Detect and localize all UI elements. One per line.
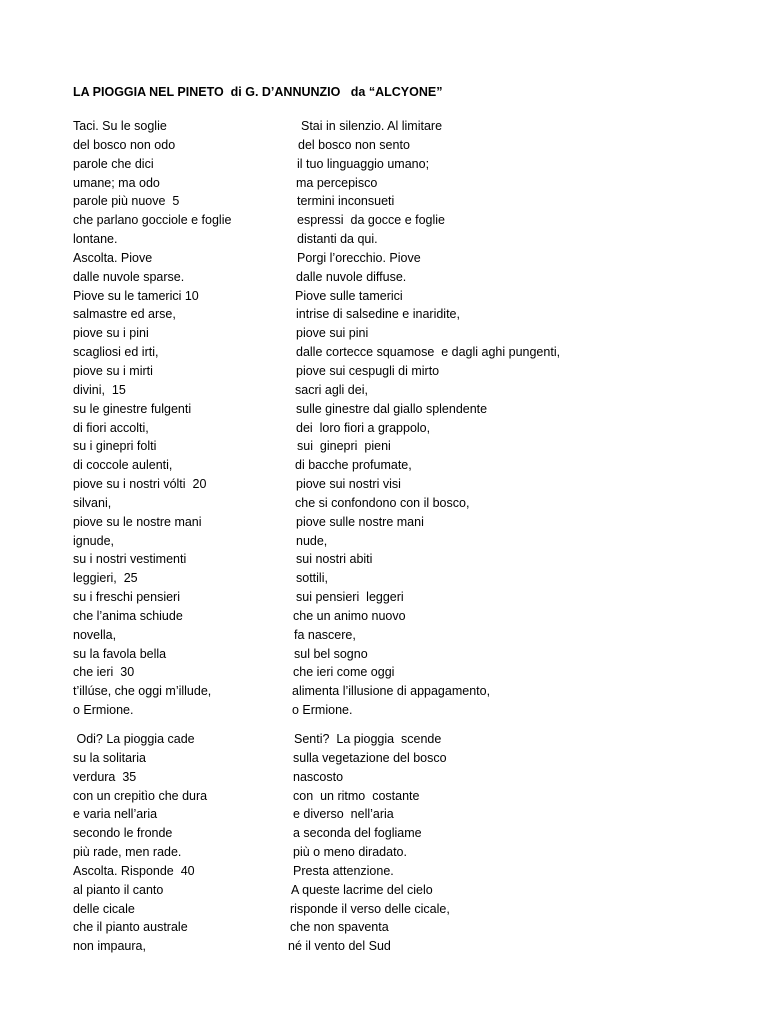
paraphrase-verse: intrise di salsedine e inaridite,	[296, 307, 460, 322]
paraphrase-verse: sui pensieri leggeri	[296, 590, 404, 605]
paraphrase-verse: e diverso nell’aria	[293, 807, 394, 822]
verse-row	[0, 607, 768, 626]
paraphrase-verse: sacri agli dei,	[295, 382, 368, 397]
original-verse: piove su le nostre mani	[73, 514, 202, 529]
paraphrase-verse: dalle cortecce squamose e dagli aghi pungenti,	[296, 345, 561, 360]
original-verse: del bosco non odo	[73, 137, 176, 152]
verse-row	[0, 287, 768, 306]
original-verse: umane; ma odo	[73, 175, 160, 190]
verse-row	[0, 324, 768, 343]
original-verse: lontane.	[73, 232, 118, 247]
verse-row	[0, 343, 768, 362]
verse-row	[0, 305, 768, 324]
paraphrase-verse: più o meno diradato.	[293, 845, 407, 860]
original-verse: Ascolta. Piove	[73, 250, 153, 265]
verse-row	[0, 843, 768, 862]
original-verse: su la favola bella	[73, 646, 167, 661]
paraphrase-verse: piove sui pini	[296, 326, 369, 341]
paraphrase-verse: nascosto	[293, 769, 344, 784]
paraphrase-verse: che un animo nuovo	[293, 608, 406, 623]
verse-row	[0, 400, 768, 419]
paraphrase-verse: dalle nuvole diffuse.	[296, 269, 407, 284]
verse-row	[0, 475, 768, 494]
original-verse: salmastre ed arse,	[73, 307, 176, 322]
paraphrase-verse: sottili,	[296, 571, 328, 586]
paraphrase-verse: che ieri come oggi	[293, 665, 395, 680]
verse-row	[0, 937, 768, 956]
original-verse: più rade, men rade.	[73, 845, 182, 860]
original-verse: di coccole aulenti,	[73, 458, 173, 473]
original-verse: divini, 15	[73, 382, 126, 397]
paraphrase-verse: distanti da qui.	[297, 232, 378, 247]
verse-row	[0, 749, 768, 768]
stanza-2	[0, 730, 768, 956]
paraphrase-verse: sui nostri abiti	[296, 552, 373, 567]
original-verse: parole più nuove 5	[73, 194, 180, 209]
paraphrase-verse: sul bel sogno	[294, 646, 368, 661]
paraphrase-verse: con un ritmo costante	[293, 788, 420, 803]
original-verse: parole che dici	[73, 156, 154, 171]
verse-row	[0, 900, 768, 919]
original-verse: secondo le fronde	[73, 826, 173, 841]
original-verse: di fiori accolti,	[73, 420, 149, 435]
paraphrase-verse: piove sulle nostre mani	[296, 514, 424, 529]
original-verse: t’illúse, che oggi m’illude,	[73, 684, 212, 699]
original-verse: su i ginepri folti	[73, 439, 157, 454]
paraphrase-verse: Presta attenzione.	[293, 863, 394, 878]
verse-row	[0, 768, 768, 787]
original-verse: novella,	[73, 627, 117, 642]
paraphrase-verse: risponde il verso delle cicale,	[290, 901, 450, 916]
paraphrase-verse: Senti? La pioggia scende	[294, 732, 442, 746]
paraphrase-verse: Porgi l’orecchio. Piove	[297, 250, 421, 265]
verse-row	[0, 268, 768, 287]
verse-row	[0, 230, 768, 249]
verse-row	[0, 918, 768, 937]
original-verse: che l’anima schiude	[73, 608, 183, 623]
original-verse: scagliosi ed irti,	[73, 345, 159, 360]
paraphrase-verse: Piove sulle tamerici	[295, 288, 403, 303]
verse-row	[0, 862, 768, 881]
verse-row	[0, 362, 768, 381]
verse-row	[0, 211, 768, 230]
paraphrase-verse: né il vento del Sud	[288, 939, 391, 954]
original-verse: piove su i pini	[73, 326, 149, 341]
paraphrase-verse: sui ginepri pieni	[297, 439, 391, 454]
paraphrase-verse: Stai in silenzio. Al limitare	[301, 119, 443, 133]
original-verse: leggieri, 25	[73, 571, 138, 586]
verse-row	[0, 881, 768, 900]
original-verse: su la solitaria	[73, 750, 146, 765]
paraphrase-verse: sulle ginestre dal giallo splendente	[296, 401, 488, 416]
paraphrase-verse: del bosco non sento	[298, 137, 410, 152]
verse-row	[0, 136, 768, 155]
paraphrase-verse: o Ermione.	[292, 703, 353, 718]
original-verse: e varia nell’aria	[73, 807, 158, 822]
verse-row	[0, 192, 768, 211]
stanza-1	[0, 117, 768, 720]
paraphrase-verse: piove sui nostri visi	[296, 477, 401, 492]
paraphrase-verse: a seconda del fogliame	[293, 826, 422, 841]
paraphrase-verse: ma percepisco	[296, 175, 378, 190]
verse-row	[0, 532, 768, 551]
verse-row	[0, 645, 768, 664]
verse-row	[0, 117, 768, 136]
original-verse: piove su i nostri vólti 20	[73, 477, 207, 492]
verse-row	[0, 155, 768, 174]
paraphrase-verse: che si confondono con il bosco,	[295, 495, 470, 510]
original-verse: che parlano gocciole e foglie	[73, 213, 232, 228]
paraphrase-verse: il tuo linguaggio umano;	[297, 156, 430, 171]
verse-row	[0, 701, 768, 720]
original-verse: o Ermione.	[73, 703, 134, 718]
paraphrase-verse: dei loro fiori a grappolo,	[296, 420, 431, 435]
paraphrase-verse: piove sui cespugli di mirto	[296, 363, 440, 378]
original-verse: su le ginestre fulgenti	[73, 401, 192, 416]
original-verse: silvani,	[73, 495, 112, 510]
verse-row	[0, 249, 768, 268]
paraphrase-verse: di bacche profumate,	[295, 458, 412, 473]
verse-row	[0, 569, 768, 588]
paraphrase-verse: nude,	[296, 533, 328, 548]
verse-row	[0, 730, 768, 749]
original-verse: non impaura,	[73, 939, 146, 954]
original-verse: che il pianto australe	[73, 920, 188, 935]
paraphrase-verse: espressi da gocce e foglie	[297, 213, 446, 228]
verse-row	[0, 437, 768, 456]
poem-title: LA PIOGGIA NEL PINETO di G. D’ANNUNZIO da “ALCYONE”	[73, 85, 443, 99]
verse-row	[0, 381, 768, 400]
verse-row	[0, 550, 768, 569]
original-verse: piove su i mirti	[73, 363, 153, 378]
paraphrase-verse: termini inconsueti	[297, 194, 395, 209]
original-verse: con un crepitìo che dura	[73, 788, 208, 803]
original-verse: dalle nuvole sparse.	[73, 269, 185, 284]
paraphrase-verse: sulla vegetazione del bosco	[293, 750, 447, 765]
paraphrase-verse: A queste lacrime del cielo	[291, 882, 433, 897]
verse-row	[0, 174, 768, 193]
original-verse: delle cicale	[73, 901, 135, 916]
original-verse: verdura 35	[73, 769, 137, 784]
original-verse: che ieri 30	[73, 665, 135, 680]
verse-row	[0, 824, 768, 843]
verse-row	[0, 682, 768, 701]
verse-row	[0, 419, 768, 438]
verse-row	[0, 456, 768, 475]
original-verse: Taci. Su le soglie	[73, 119, 167, 133]
paraphrase-verse: alimenta l’illusione di appagamento,	[292, 684, 491, 699]
original-verse: al pianto il canto	[73, 882, 164, 897]
original-verse: Odi? La pioggia cade	[73, 732, 195, 746]
original-verse: Ascolta. Risponde 40	[73, 863, 195, 878]
original-verse: su i freschi pensieri	[73, 590, 180, 605]
verse-row	[0, 663, 768, 682]
verse-row	[0, 805, 768, 824]
original-verse: Piove su le tamerici 10	[73, 288, 199, 303]
original-verse: ignude,	[73, 533, 115, 548]
verse-row	[0, 626, 768, 645]
verse-row	[0, 494, 768, 513]
original-verse: su i nostri vestimenti	[73, 552, 187, 567]
verse-row	[0, 513, 768, 532]
paraphrase-verse: fa nascere,	[294, 627, 356, 642]
verse-row	[0, 588, 768, 607]
paraphrase-verse: che non spaventa	[290, 920, 389, 935]
verse-row	[0, 787, 768, 806]
